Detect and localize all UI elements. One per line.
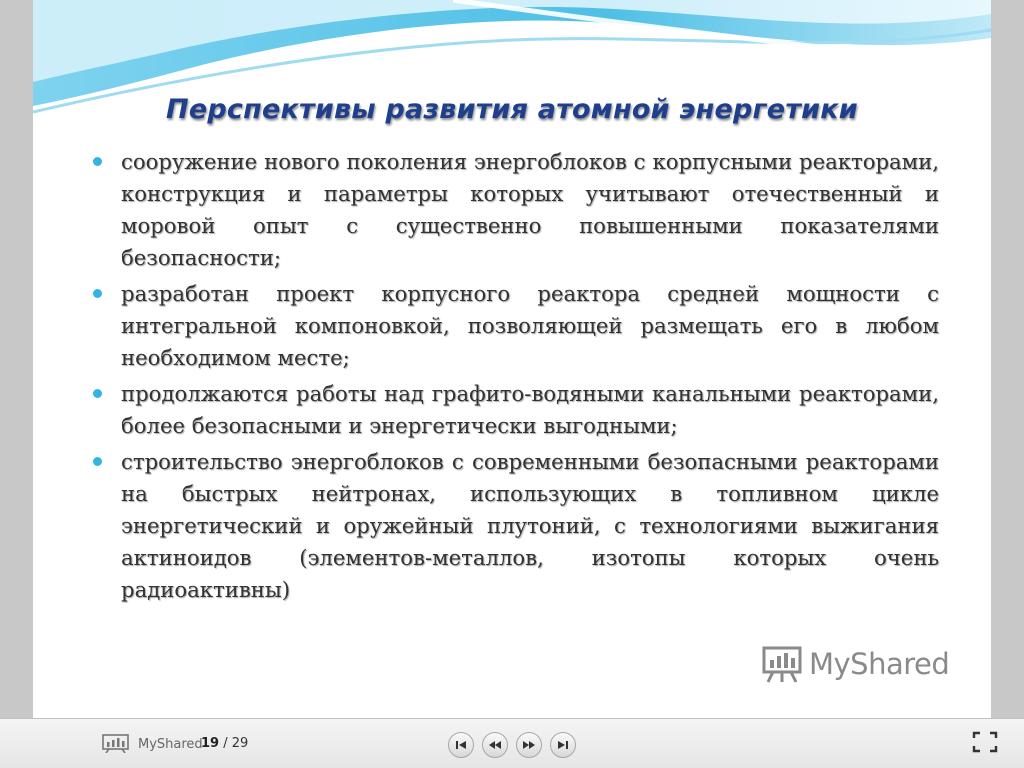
page-separator: / [219,736,232,751]
current-page: 19 [201,736,220,751]
previous-slide-button[interactable] [482,732,508,758]
bullet-text: сооружение нового поколения энергоблоков с корпусными реакторами, конструкция и параметры которых учитывают отечественный и моровой опыт с существенно повышенными показателями безопасности; [121,149,939,270]
bullet-dot-icon [93,289,102,298]
fullscreen-icon[interactable] [972,731,998,753]
total-pages: 29 [231,736,249,751]
bullet-item [91,446,939,606]
bullet-item [91,278,939,374]
page-counter [201,736,248,751]
bullet-dot-icon [93,157,102,166]
bullet-text: продолжаются работы над графито-водяными канальными реакторами, более безопасными и энергетически выгодными; [121,381,939,438]
bullet-item [91,146,939,274]
first-slide-icon [454,738,468,752]
bullet-text: строительство энергоблоков с современными безопасными реакторами на быстрых нейтронах, использующих в топливном цикле энергетический и оружейный плутоний, с технологиями выжигания актиноидов (элементов-металлов, изотопы которых очень радиоактивны) [121,449,939,602]
next-slide-button[interactable] [516,732,542,758]
next-slide-icon [522,738,536,752]
last-slide-icon [556,738,570,752]
first-slide-button[interactable] [448,732,474,758]
watermark-text: MyShared [809,647,950,681]
bullet-dot-icon [93,389,102,398]
toolbar-brand[interactable]: MyShared [138,737,203,752]
bullet-dot-icon [93,457,102,466]
slide [33,0,991,718]
player-toolbar [0,718,1024,768]
bullet-list [91,146,939,610]
bullet-item [91,378,939,442]
presentation-board-icon [761,644,803,684]
last-slide-button[interactable] [550,732,576,758]
myshared-watermark [761,640,951,688]
slide-title: Перспективы развития атомной энергетики [166,94,858,125]
bullet-text: разработан проект корпусного реактора средней мощности с интегральной компоновкой, позволяющей размещать его в любом необходимом месте; [121,281,939,370]
previous-slide-icon [488,738,502,752]
presentation-logo-icon[interactable] [102,733,130,753]
